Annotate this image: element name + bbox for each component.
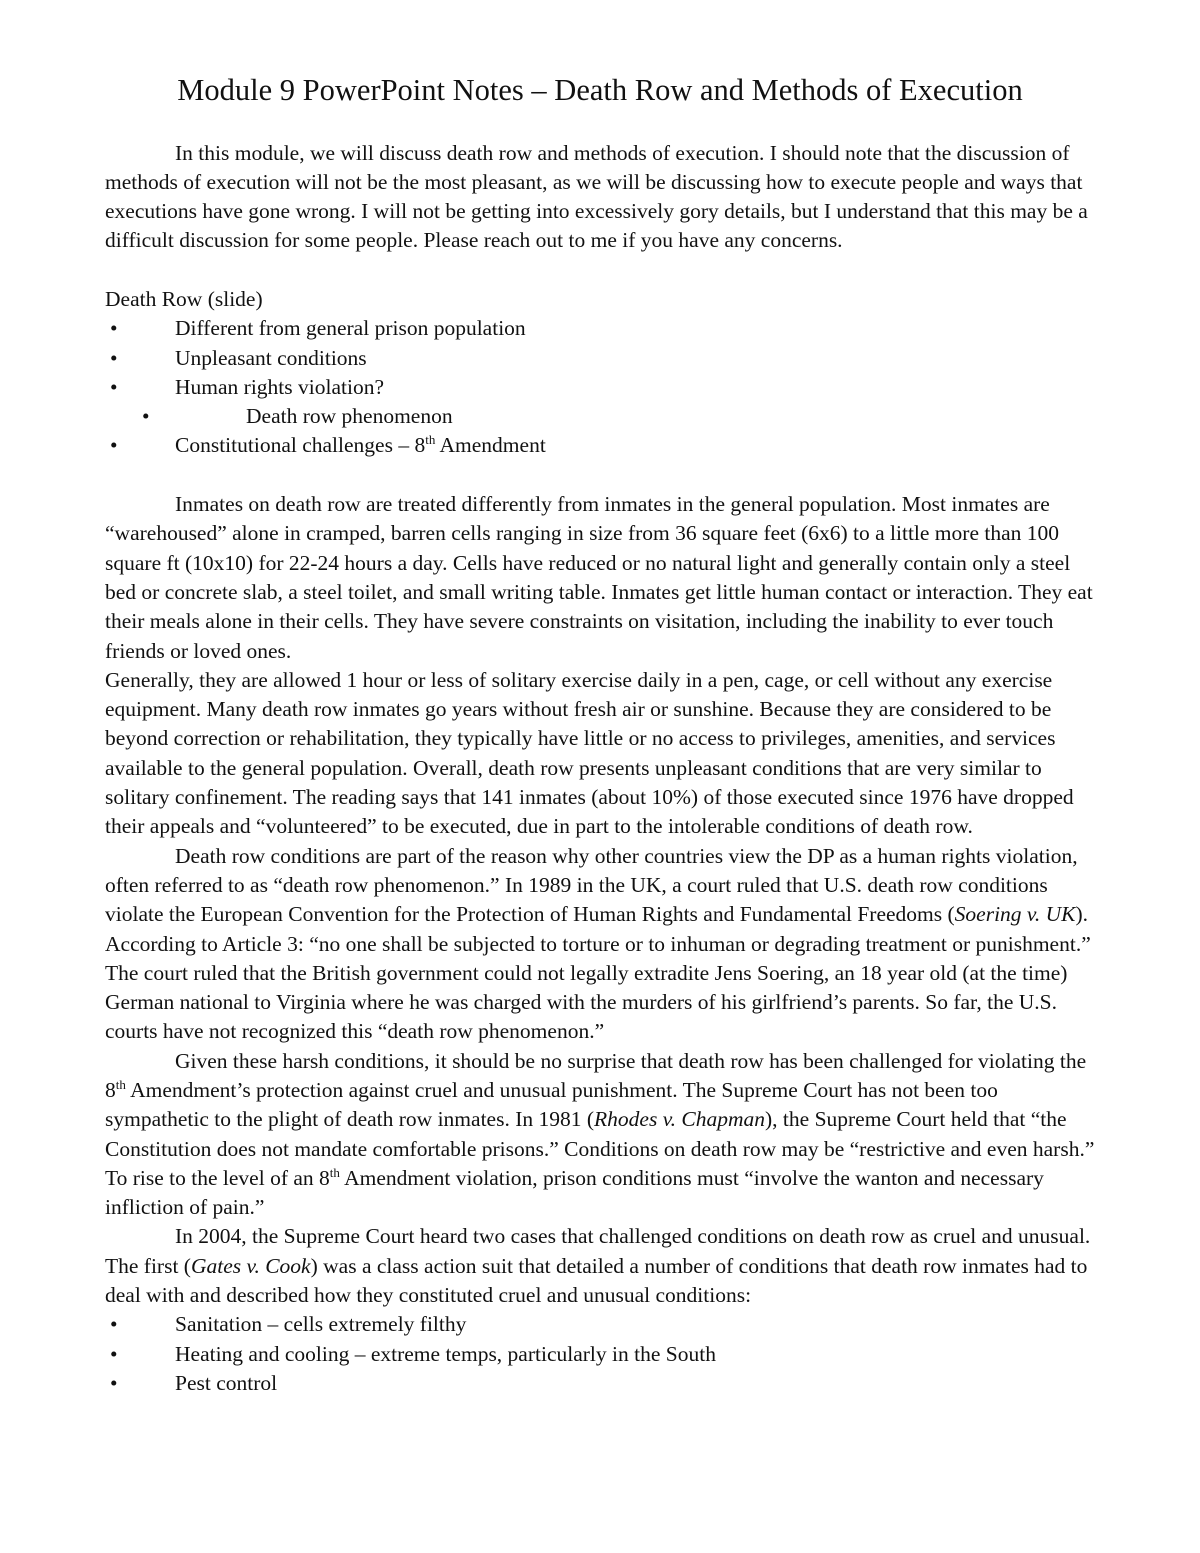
page-title: Module 9 PowerPoint Notes – Death Row and Methods of Execution bbox=[177, 73, 1023, 107]
intro-paragraph: In this module, we will discuss death row and methods of execution. I should note that the discussion of methods of execution will not be the most pleasant, as we will be discussing how to execute people and ways that executions have gone wrong. I will not be getting into excessively gory details, but I understand that this may be a difficult discussion for some people. Please reach out to me if you have any concerns. bbox=[105, 140, 1088, 253]
conditions-bullet-3 bbox=[105, 1369, 1095, 1398]
text-run: In 2004, the Supreme Court heard two cases that challenged conditions on death row as cruel and unusual. The first ( bbox=[105, 1224, 1091, 1278]
bullet-text: Pest control bbox=[175, 1370, 278, 1395]
text-run: Amendment’s protection against cruel and unusual punishment. The Supreme Court has not been too sympathetic to the plight of death row inmates. In 1981 ( bbox=[105, 1078, 998, 1132]
slide-heading: Death Row (slide) bbox=[105, 286, 263, 311]
paragraph-spacer bbox=[105, 256, 1095, 285]
bullet-text: Death row phenomenon bbox=[246, 404, 453, 429]
bullet-text bbox=[175, 433, 546, 457]
bullet-text: Heating and cooling – extreme temps, particularly in the South bbox=[175, 1341, 716, 1366]
ordinal-suffix: th bbox=[115, 1077, 126, 1092]
bullet-dot: • bbox=[110, 433, 118, 458]
case-name: Rhodes v. Chapman bbox=[594, 1107, 766, 1132]
conditions-bullet-1 bbox=[105, 1310, 1095, 1339]
bullet-text: Different from general prison population bbox=[175, 316, 526, 341]
text-run: Given these harsh conditions, it should be no surprise that death row has been challenged for violating the 8 bbox=[105, 1048, 1087, 1102]
slide-bullet-4 bbox=[105, 431, 1095, 460]
bullet-text: Unpleasant conditions bbox=[175, 345, 367, 370]
case-name: Gates v. Cook bbox=[190, 1253, 311, 1278]
bullet-text-part: Amendment bbox=[435, 433, 546, 458]
bullet-text: Human rights violation? bbox=[175, 374, 384, 399]
bullet-dot: • bbox=[110, 1370, 118, 1395]
supreme-court-2004-paragraph bbox=[105, 1222, 1095, 1310]
bullet-dot: • bbox=[110, 1341, 118, 1366]
slide-sub-bullet bbox=[105, 402, 1095, 431]
text-run: Death row conditions are part of the reason why other countries view the DP as a human rights violation, often referred to as “death row phenomenon.” In 1989 in the UK, a court ruled that U.S. death row conditions violate the European Convention for the Protection of Human Rights and Fundamental Freedoms ( bbox=[105, 843, 1078, 927]
document-body bbox=[105, 139, 1095, 1399]
text-run: ). According to Article 3: “no one shall be subjected to torture or to inhuman or degrading treatment or punishment.” The court ruled that the British government could not legally extradite Jens Soering, an 18 year old (at the time) German national to Virginia where he was charged with the murders of his girlfriend’s parents. So far, the U.S. courts have not recognized this “death row phenomenon.” bbox=[105, 902, 1091, 1044]
bullet-dot: • bbox=[110, 1312, 118, 1337]
slide-bullet-1 bbox=[105, 314, 1095, 343]
ordinal-suffix: th bbox=[425, 432, 436, 448]
exercise-paragraph: Generally, they are allowed 1 hour or less of solitary exercise daily in a pen, cage, or cell without any exercise equipment. Many death row inmates go years without fresh air or sunshine. Because they are considered to be beyond correction or rehabilitation, they typically have little or no access to privileges, amenities, and services available to the general population. Overall, death row presents unpleasant conditions that are very similar to solitary confinement. The reading says that 141 inmates (about 10%) of those executed since 1976 have dropped their appeals and “volunteered” to be executed, due in part to the intolerable conditions of death row. bbox=[105, 667, 1074, 839]
text-run: Amendment violation, prison conditions must “involve the wanton and necessary infliction of pain.” bbox=[105, 1165, 1044, 1220]
bullet-dot: • bbox=[110, 345, 118, 370]
bullet-text-part: Constitutional challenges – 8 bbox=[175, 433, 426, 458]
bullet-dot: • bbox=[110, 316, 118, 341]
case-name: Soering v. UK bbox=[954, 902, 1076, 927]
bullet-dot: • bbox=[142, 404, 150, 429]
paragraph-spacer bbox=[105, 461, 1095, 490]
conditions-paragraph: Inmates on death row are treated differently from inmates in the general population. Most inmates are “warehoused” alone in cramped, barren cells ranging in size from 36 square feet (6x6) to a little more than 100 square ft (10x10) for 22-24 hours a day. Cells have reduced or no natural light and generally contain only a steel bed or concrete slab, a steel toilet, and small writing table. Inmates get little human contact or interaction. They eat their meals alone in their cells. They have severe constraints on visitation, including the inability to ever touch friends or loved ones. bbox=[105, 492, 1093, 663]
ordinal-suffix: th bbox=[329, 1164, 340, 1180]
bullet-text: Sanitation – cells extremely filthy bbox=[175, 1312, 467, 1337]
slide-bullet-3 bbox=[105, 373, 1095, 402]
conditions-bullet-2 bbox=[105, 1340, 1095, 1369]
text-run: ) was a class action suit that detailed a number of conditions that death row inmates had to deal with and described how they constituted cruel and unusual conditions: bbox=[105, 1253, 1088, 1308]
human-rights-paragraph bbox=[105, 842, 1095, 1047]
slide-bullet-2 bbox=[105, 344, 1095, 373]
eighth-amendment-paragraph bbox=[105, 1047, 1095, 1223]
bullet-dot: • bbox=[110, 374, 118, 399]
text-run: ), the Supreme Court held that “the Constitution does not mandate comfortable prisons.” Conditions on death row may be “restrictive and even harsh.” To rise to the level of an 8 bbox=[105, 1107, 1095, 1190]
